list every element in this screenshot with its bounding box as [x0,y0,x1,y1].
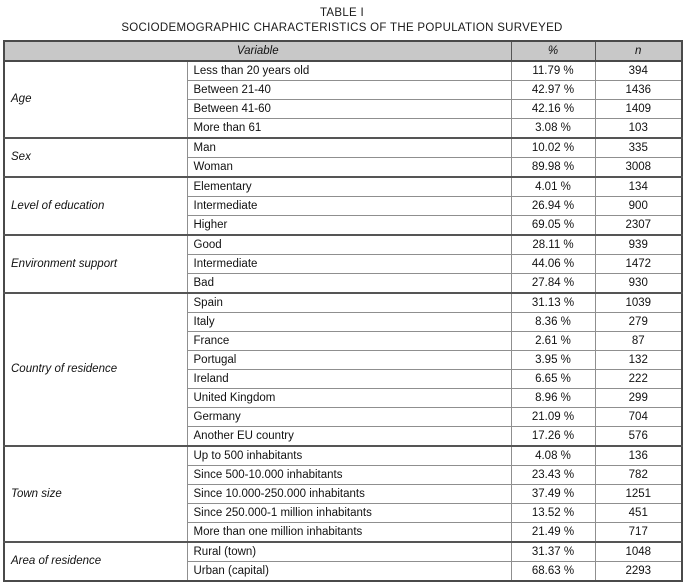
variable-value-cell: Man [187,138,511,158]
percent-cell: 21.49 % [511,523,595,543]
variable-value-cell: Up to 500 inhabitants [187,446,511,466]
n-cell: 299 [595,389,682,408]
table-row [4,446,682,466]
percent-cell: 89.98 % [511,158,595,178]
percent-cell: 8.36 % [511,313,595,332]
percent-cell: 68.63 % [511,562,595,582]
percent-cell: 31.13 % [511,293,595,313]
percent-cell: 4.01 % [511,177,595,197]
n-cell: 3008 [595,158,682,178]
percent-cell: 28.11 % [511,235,595,255]
variable-value-cell: Higher [187,216,511,236]
sociodemographic-table [3,40,683,582]
table-row [4,177,682,197]
percent-cell: 26.94 % [511,197,595,216]
table-row [4,61,682,81]
category-cell: Environment support [4,235,187,293]
category-cell: Level of education [4,177,187,235]
variable-value-cell: Italy [187,313,511,332]
n-cell: 1048 [595,542,682,562]
percent-cell: 69.05 % [511,216,595,236]
header-percent: % [511,41,595,61]
category-cell: Town size [4,446,187,542]
category-cell: Country of residence [4,293,187,446]
n-cell: 136 [595,446,682,466]
header-variable: Variable [4,41,511,61]
n-cell: 1409 [595,100,682,119]
n-cell: 394 [595,61,682,81]
n-cell: 2307 [595,216,682,236]
n-cell: 704 [595,408,682,427]
n-cell: 576 [595,427,682,447]
variable-value-cell: Between 21-40 [187,81,511,100]
n-cell: 279 [595,313,682,332]
percent-cell: 4.08 % [511,446,595,466]
n-cell: 930 [595,274,682,294]
percent-cell: 11.79 % [511,61,595,81]
variable-value-cell: Germany [187,408,511,427]
table-row [4,542,682,562]
percent-cell: 42.16 % [511,100,595,119]
variable-value-cell: Since 500-10.000 inhabitants [187,466,511,485]
n-cell: 1436 [595,81,682,100]
variable-value-cell: United Kingdom [187,389,511,408]
variable-value-cell: Good [187,235,511,255]
variable-value-cell: Intermediate [187,255,511,274]
table-number: TABLE I [319,7,365,19]
n-cell: 134 [595,177,682,197]
variable-value-cell: Intermediate [187,197,511,216]
n-cell: 1472 [595,255,682,274]
variable-value-cell: Since 250.000-1 million inhabitants [187,504,511,523]
header-row [4,41,682,61]
n-cell: 103 [595,119,682,139]
variable-value-cell: Bad [187,274,511,294]
percent-cell: 31.37 % [511,542,595,562]
percent-cell: 3.95 % [511,351,595,370]
percent-cell: 13.52 % [511,504,595,523]
variable-value-cell: Portugal [187,351,511,370]
n-cell: 335 [595,138,682,158]
n-cell: 782 [595,466,682,485]
header-n: n [595,41,682,61]
variable-value-cell: More than one million inhabitants [187,523,511,543]
variable-value-cell: Spain [187,293,511,313]
table-row [4,293,682,313]
percent-cell: 21.09 % [511,408,595,427]
category-cell: Area of residence [4,542,187,581]
percent-cell: 27.84 % [511,274,595,294]
variable-value-cell: More than 61 [187,119,511,139]
percent-cell: 10.02 % [511,138,595,158]
variable-value-cell: Less than 20 years old [187,61,511,81]
percent-cell: 23.43 % [511,466,595,485]
variable-value-cell: Elementary [187,177,511,197]
percent-cell: 3.08 % [511,119,595,139]
table-title-block [3,6,681,36]
n-cell: 1039 [595,293,682,313]
percent-cell: 44.06 % [511,255,595,274]
percent-cell: 37.49 % [511,485,595,504]
variable-value-cell: Woman [187,158,511,178]
n-cell: 451 [595,504,682,523]
n-cell: 132 [595,351,682,370]
n-cell: 900 [595,197,682,216]
variable-value-cell: France [187,332,511,351]
variable-value-cell: Urban (capital) [187,562,511,582]
n-cell: 939 [595,235,682,255]
variable-value-cell: Rural (town) [187,542,511,562]
n-cell: 1251 [595,485,682,504]
percent-cell: 6.65 % [511,370,595,389]
category-cell: Age [4,61,187,138]
variable-value-cell: Since 10.000-250.000 inhabitants [187,485,511,504]
variable-value-cell: Another EU country [187,427,511,447]
table-caption: SOCIODEMOGRAPHIC CHARACTERISTICS OF THE POPULATION SURVEYED [121,22,563,34]
n-cell: 222 [595,370,682,389]
percent-cell: 8.96 % [511,389,595,408]
table-row [4,235,682,255]
variable-value-cell: Ireland [187,370,511,389]
n-cell: 87 [595,332,682,351]
n-cell: 2293 [595,562,682,582]
n-cell: 717 [595,523,682,543]
percent-cell: 42.97 % [511,81,595,100]
variable-value-cell: Between 41-60 [187,100,511,119]
percent-cell: 2.61 % [511,332,595,351]
table-row [4,138,682,158]
percent-cell: 17.26 % [511,427,595,447]
category-cell: Sex [4,138,187,177]
